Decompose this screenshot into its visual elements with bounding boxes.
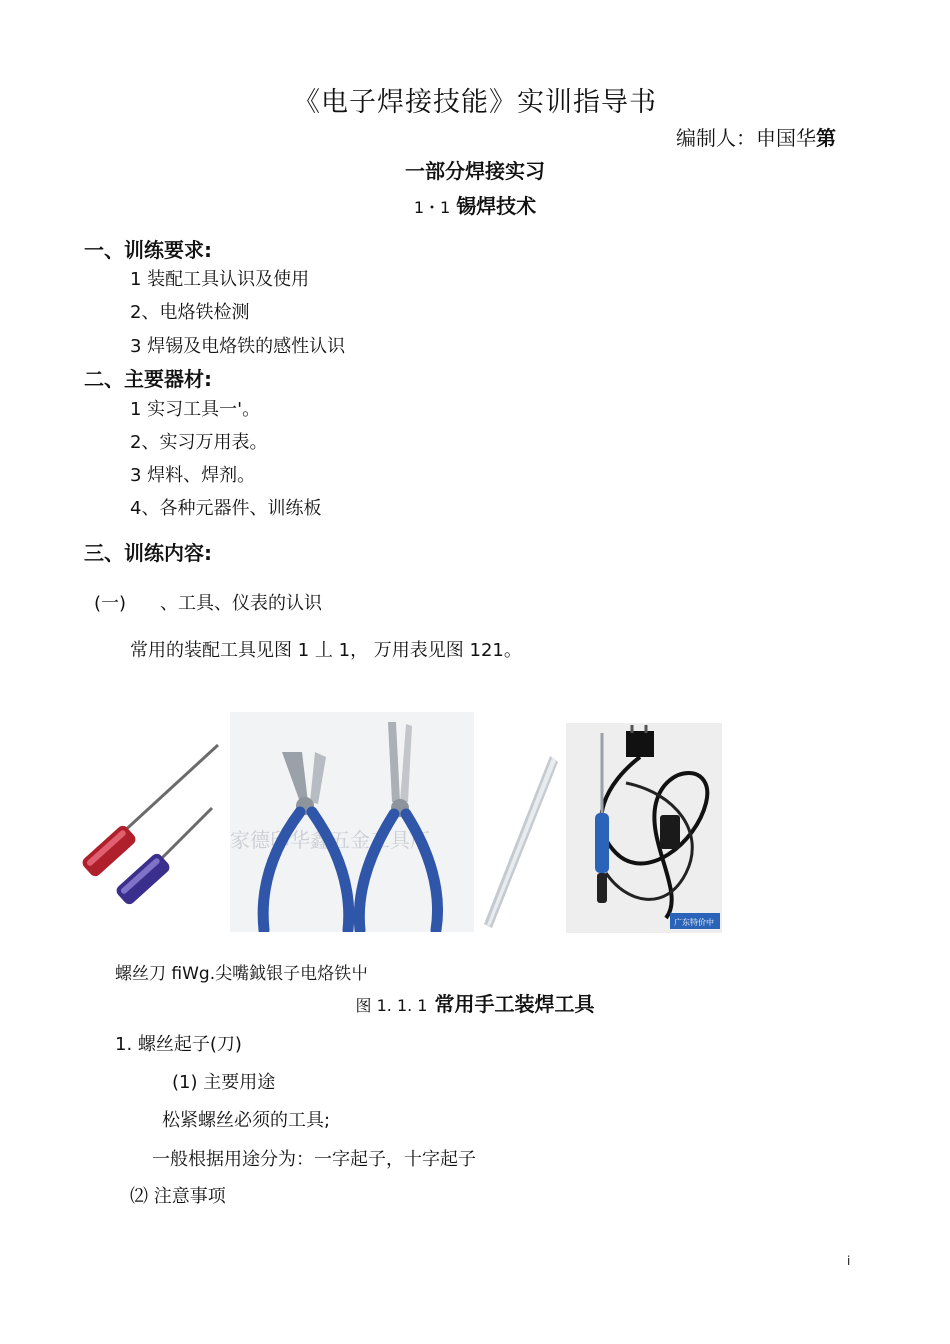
figure-labels: 螺丝刀 fiWg.尖嘴鉞银子电烙铁屮 [115,964,369,984]
screwdriver-photo [80,740,225,910]
part-heading: 一部分焊接实习 [405,159,545,183]
author-tail: 第 [816,126,836,150]
screwdriver-icon [80,740,225,910]
requirement-item: 2、电烙铁检测 [130,302,250,323]
tool-heading: 1. 螺丝起子(刀) [115,1034,242,1055]
materials-heading: 二、主要器材: [84,367,212,391]
pliers-photo [230,712,474,932]
tool-text: 一般根据用途分为：一字起子，十字起子 [152,1149,476,1170]
figure-caption [0,988,950,1017]
requirements-heading: 一、训练要求: [84,238,212,262]
soldering-iron-photo [566,723,722,933]
material-item: 1 实习工具一'。 [130,399,261,420]
requirement-item: 3 焊锡及电烙铁的感性认识 [130,336,346,357]
photo-watermark: 家德印华鑫五金工具厂 [230,828,430,852]
material-item: 3 焊料、焊剂。 [130,465,256,486]
figure-number: 图 1. 1. 1 [355,996,428,1015]
author-line [676,122,836,151]
tweezers-photo [478,750,563,930]
subsection-number: (一) [94,593,127,614]
tool-subheading: (1) 主要用途 [172,1072,276,1093]
pliers-icon [230,712,474,932]
tweezers-icon [478,750,563,930]
tool-text: 松紧螺丝必须的工具; [162,1110,331,1131]
author-label: 编制人：申国华 [676,126,816,150]
section-title: 锡焊技术 [456,194,537,218]
section-number: 1・1 [413,198,451,217]
document-title: 《电子焊接技能》实训指导书 [293,87,657,118]
figure-title: 常用手工装焊工具 [434,992,595,1016]
subsection-title: 、工具、仪表的认识 [160,593,322,614]
material-item: 4、各种元器件、训练板 [130,498,322,519]
tool-subheading: ⑵ 注意事项 [130,1186,226,1207]
intro-paragraph: 常用的装配工具见图 1 丄 1， 万用表见图 121。 [130,640,522,661]
requirement-item: 1 装配工具认识及使用 [130,269,310,290]
section-heading [0,190,950,219]
content-heading: 三、训练内容: [84,541,212,565]
photo-tag: 广东特价中 [674,918,714,927]
page-number: i [847,1254,851,1268]
material-item: 2、实习万用表。 [130,432,268,453]
soldering-iron-icon [566,723,722,933]
